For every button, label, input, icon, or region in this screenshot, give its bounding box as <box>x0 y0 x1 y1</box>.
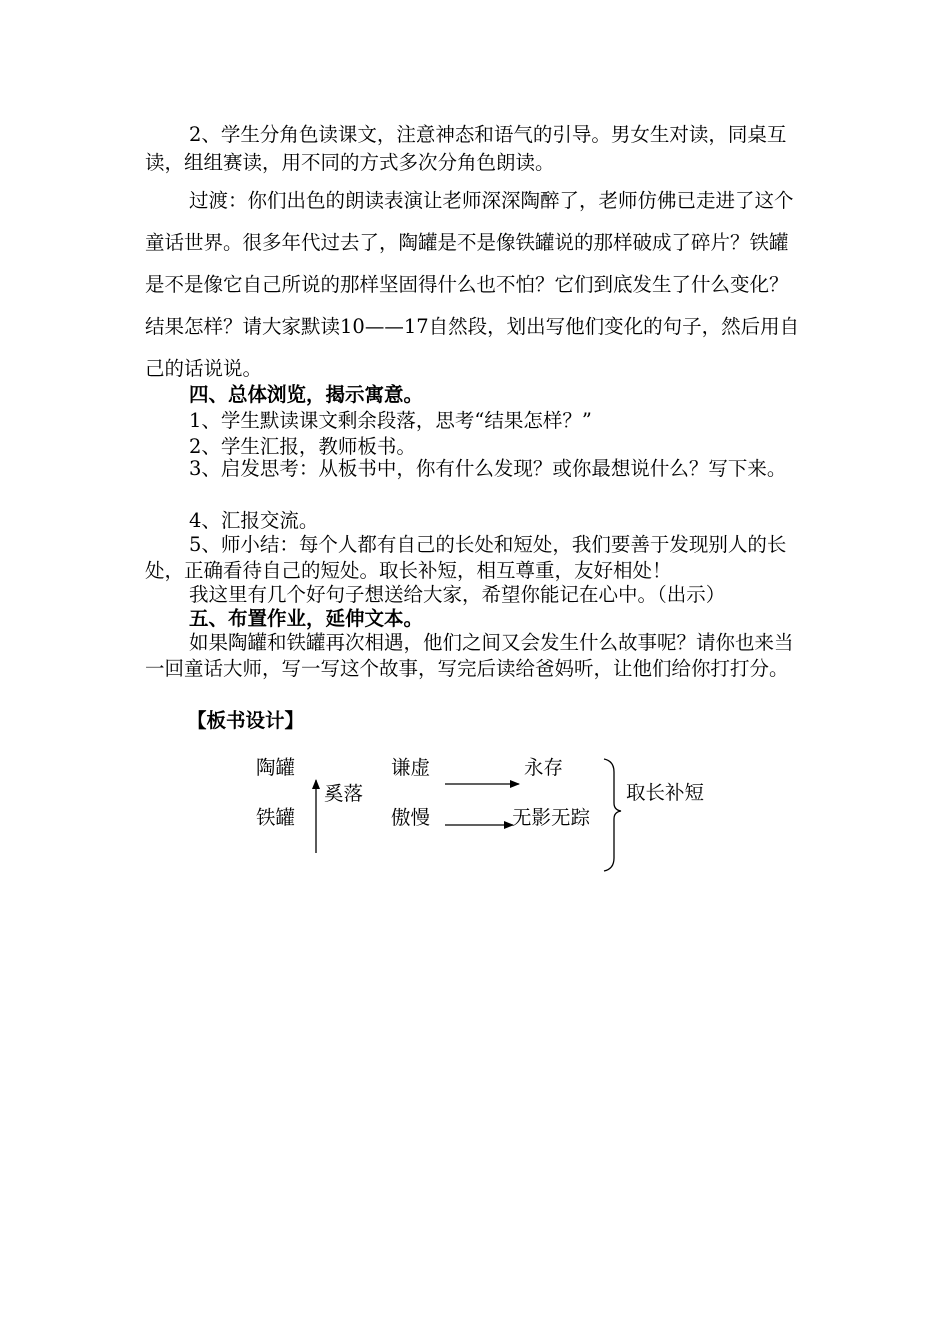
board-iron-jar: 铁罐 <box>256 806 296 829</box>
section-heading-4: 四、总体浏览，揭示寓意。 <box>189 383 424 406</box>
section4-item-2: 2、学生汇报，教师板书。 <box>189 435 416 458</box>
board-arrogant: 傲慢 <box>391 806 431 829</box>
section4-item-4: 4、汇报交流。 <box>189 509 319 532</box>
board-humble: 谦虚 <box>391 756 431 779</box>
paragraph-role-reading: 2、学生分角色读课文，注意神态和语气的引导。男女生对读，同桌互读，组组赛读，用不同的方式多次分角色朗读。 <box>145 123 787 174</box>
section4-item-6: 我这里有几个好句子想送给大家，希望你能记在心中。（出示） <box>189 583 726 606</box>
section-heading-5: 五、布置作业，延伸文本。 <box>189 607 424 630</box>
section4-item-1: 1、学生默读课文剩余段落，思考“结果怎样？” <box>189 409 592 432</box>
section4-item-3: 3、启发思考：从板书中，你有什么发现？或你最想说什么？写下来。 <box>189 457 787 480</box>
section4-item-5: 5、师小结：每个人都有自己的长处和短处，我们要善于发现别人的长处，正确看待自己的短处。取长补短，相互尊重，友好相处！ <box>145 533 787 582</box>
right-brace <box>604 759 621 871</box>
board-mock-label: 奚落 <box>324 782 364 805</box>
board-design-heading: 【板书设计】 <box>187 709 305 732</box>
board-forever: 永存 <box>524 756 564 779</box>
paragraph-transition: 过渡：你们出色的朗读表演让老师深深陶醉了，老师仿佛已走进了这个童话世界。很多年代过去了，陶罐是不是像铁罐说的那样破成了碎片？铁罐是不是像它自己所说的那样坚固得什么也不怕？它们到底发生了什么变化？结果怎样？请大家默读10——17自然段，划出写他们变化的句子，然后用自己的话说说。 <box>145 189 800 380</box>
board-pottery-jar: 陶罐 <box>256 756 296 779</box>
board-vanish: 无影无踪 <box>512 806 591 829</box>
homework-paragraph: 如果陶罐和铁罐再次相遇，他们之间又会发生什么故事呢？请你也来当一回童话大师，写一写这个故事，写完后读给爸妈听，让他们给你打打分。 <box>145 631 794 680</box>
board-lesson: 取长补短 <box>626 781 705 804</box>
